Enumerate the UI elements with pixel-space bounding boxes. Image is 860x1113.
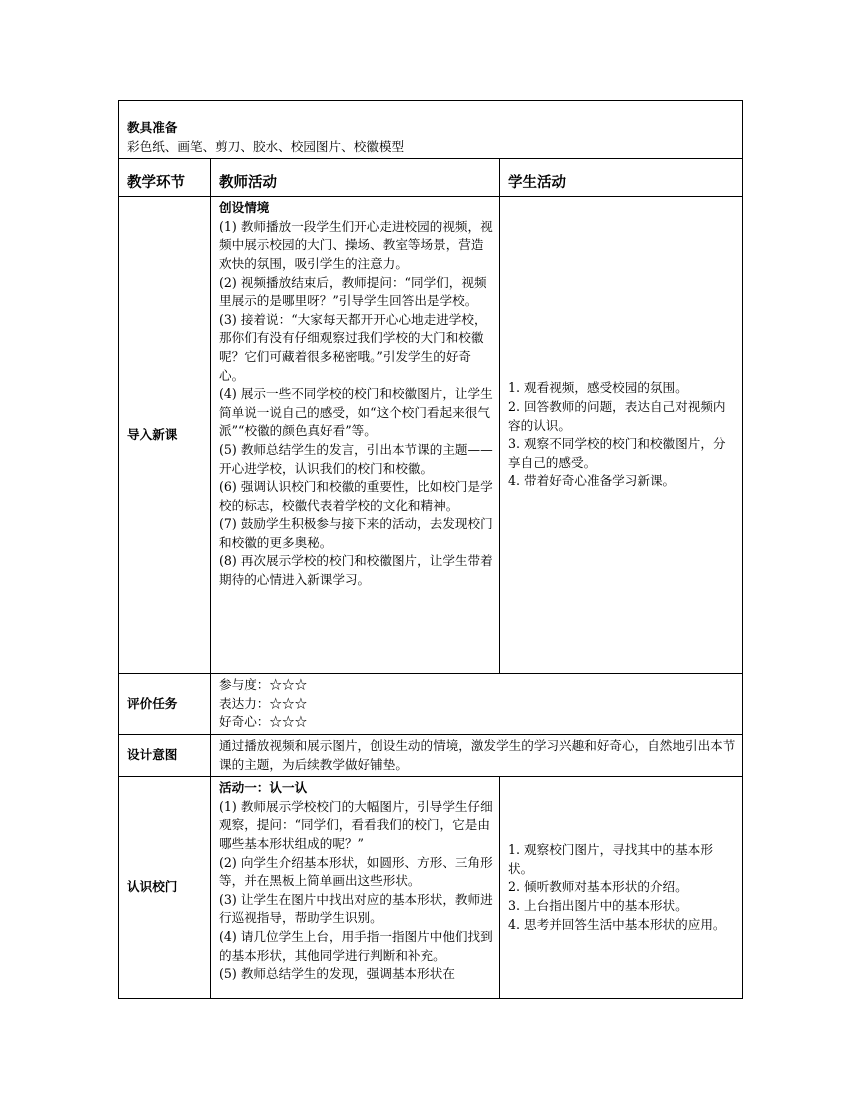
gate-teacher-item: (3) 让学生在图片中找出对应的基本形状，教师进行巡视指导，帮助学生识别。 <box>219 891 493 926</box>
gate-teacher-item: (5) 教师总结学生的发现，强调基本形状在 <box>219 966 455 982</box>
evaluation-row <box>119 674 743 735</box>
gate-label: 认识校门 <box>119 777 211 999</box>
intro-teacher-item: (6) 强调认识校门和校徽的重要性，比如校门是学校的标志，校徽代表着学校的文化和精神。 <box>219 479 493 513</box>
intro-label: 导入新课 <box>119 197 211 674</box>
intro-student-cell <box>500 197 743 674</box>
design-row <box>119 734 743 776</box>
evaluation-cell <box>211 674 743 735</box>
intro-teacher-item: (5) 教师总结学生的发言，引出本节课的主题——开心进学校，认识我们的校门和校徽。 <box>219 441 493 476</box>
evaluation-item: 表达力：☆☆☆ <box>219 695 308 711</box>
lesson-plan-sheet <box>118 100 742 999</box>
materials-title: 教具准备 <box>127 120 178 135</box>
gate-student-item: 1. 观察校门图片，寻找其中的基本形状。 <box>508 842 713 876</box>
gate-teacher-item: (4) 请几位学生上台，用手指一指图片中他们找到的基本形状，其他同学进行判断和补充。 <box>219 928 493 963</box>
intro-student-item: 3. 观察不同学校的校门和校徽图片，分享自己的感受。 <box>508 436 726 470</box>
intro-teacher-item: (3) 接着说：“大家每天都开开心心地走进学校，那你们有没有仔细观察过我们学校的大门和校徽呢？它们可藏着很多秘密哦。”引发学生的好奇心。 <box>219 311 487 383</box>
gate-row <box>119 777 743 999</box>
header-teacher: 教师活动 <box>211 159 500 197</box>
materials-cell <box>119 101 743 159</box>
evaluation-label: 评价任务 <box>119 674 211 735</box>
header-student: 学生活动 <box>500 159 743 197</box>
intro-student-item: 4. 带着好奇心准备学习新课。 <box>508 473 676 489</box>
lesson-plan-table <box>118 100 743 999</box>
gate-teacher-item: (2) 向学生介绍基本形状，如圆形、方形、三角形等，并在黑板上简单画出这些形状。 <box>219 854 493 889</box>
gate-student-item: 2. 倾听教师对基本形状的介绍。 <box>508 879 688 895</box>
gate-student-item: 3. 上台指出图片中的基本形状。 <box>508 897 688 913</box>
header-row <box>119 159 743 197</box>
intro-teacher-cell <box>211 197 500 674</box>
intro-teacher-title: 创设情境 <box>219 200 270 216</box>
intro-teacher-item: (4) 展示一些不同学校的校门和校徽图片，让学生简单说一说自己的感受，如“这个校门看起来很气派”“校徽的颜色真好看”等。 <box>219 386 493 439</box>
gate-teacher-title: 活动一：认一认 <box>219 780 308 796</box>
intro-teacher-item: (7) 鼓励学生积极参与接下来的活动，去发现校门和校徽的更多奥秘。 <box>219 516 493 550</box>
evaluation-item: 好奇心：☆☆☆ <box>219 714 308 730</box>
intro-teacher-item: (2) 视频播放结束后，教师提问：“同学们，视频里展示的是哪里呀？”引导学生回答出是学校。 <box>219 274 487 309</box>
materials-row <box>119 101 743 159</box>
evaluation-item: 参与度：☆☆☆ <box>219 677 308 693</box>
intro-row <box>119 197 743 674</box>
header-stage: 教学环节 <box>119 159 211 197</box>
intro-student-item: 1. 观看视频，感受校园的氛围。 <box>508 380 688 396</box>
design-label: 设计意图 <box>119 734 211 776</box>
materials-content: 彩色纸、画笔、剪刀、胶水、校园图片、校徽模型 <box>127 138 405 154</box>
gate-student-item: 4. 思考并回答生活中基本形状的应用。 <box>508 916 726 932</box>
intro-teacher-item: (1) 教师播放一段学生们开心走进校园的视频，视频中展示校园的大门、操场、教室等场景，营造欢快的氛围，吸引学生的注意力。 <box>219 218 493 271</box>
gate-teacher-item: (1) 教师展示学校校门的大幅图片，引导学生仔细观察，提问：“同学们，看看我们的校门，它是由哪些基本形状组成的呢？” <box>219 798 493 851</box>
intro-student-item: 2. 回答教师的问题，表达自己对视频内容的认识。 <box>508 399 726 433</box>
gate-student-cell <box>500 777 743 999</box>
design-text: 通过播放视频和展示图片，创设生动的情境，激发学生的学习兴趣和好奇心，自然地引出本节课的主题，为后续教学做好铺垫。 <box>211 734 743 776</box>
gate-teacher-cell <box>211 777 500 999</box>
intro-teacher-item: (8) 再次展示学校的校门和校徽图片，让学生带着期待的心情进入新课学习。 <box>219 553 493 588</box>
